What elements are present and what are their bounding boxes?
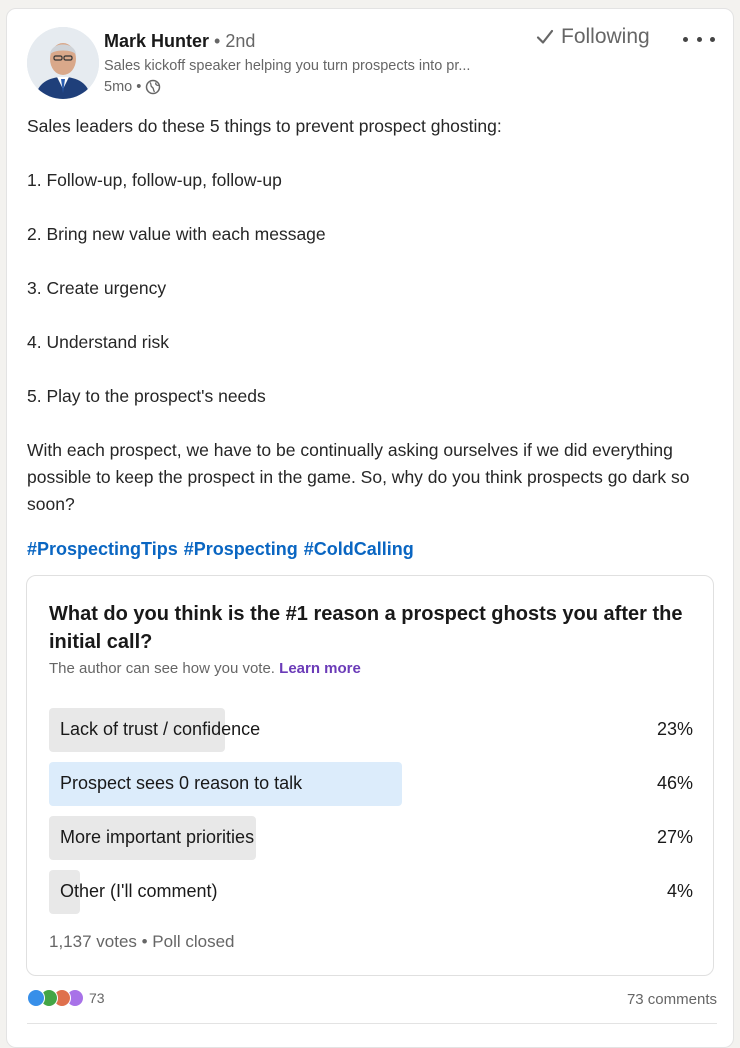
connection-degree: • 2nd: [214, 31, 256, 51]
poll-option-label: Other (I'll comment): [60, 881, 218, 901]
post-paragraph: 5. Play to the prospect's needs: [27, 386, 266, 406]
like-icon: [27, 989, 45, 1007]
comments-count-link[interactable]: 73 comments: [626, 991, 717, 1008]
check-icon: [535, 27, 555, 47]
hashtag-link[interactable]: #ColdCalling: [303, 539, 414, 559]
post-paragraph: Sales leaders do these 5 things to prevent prospect ghosting:: [27, 116, 502, 136]
post-paragraph: 3. Create urgency: [27, 278, 167, 298]
poll-option-percent: 27%: [656, 827, 693, 847]
poll-option: [49, 708, 693, 752]
author-name[interactable]: Mark Hunter: [104, 31, 210, 51]
author-headline: Sales kickoff speaker helping you turn prospects into pr...: [104, 58, 471, 74]
hashtag-link[interactable]: #ProspectingTips: [27, 539, 178, 559]
poll-option-percent: 4%: [666, 881, 693, 901]
globe-icon: [145, 79, 161, 95]
poll-note-text: The author can see how you vote.: [49, 660, 275, 677]
reaction-count: 73: [89, 990, 105, 1006]
social-counts: [27, 989, 717, 1013]
feed-post-card: [6, 8, 734, 1048]
post-time: 5mo •: [104, 79, 142, 95]
poll-option: [49, 870, 693, 914]
poll-footer: 1,137 votes • Poll closed: [49, 932, 235, 951]
poll-option-label: Prospect sees 0 reason to talk: [60, 773, 303, 793]
poll-option: [49, 762, 693, 806]
author-name-line[interactable]: [104, 31, 255, 52]
post-text: [27, 113, 717, 518]
post-paragraph: 2. Bring new value with each message: [27, 224, 326, 244]
more-options-icon[interactable]: [683, 31, 715, 47]
post-meta: [104, 79, 161, 95]
poll-option-label: More important priorities: [60, 827, 255, 847]
poll-privacy-note: [49, 660, 361, 677]
poll-option-label: Lack of trust / confidence: [60, 719, 261, 739]
avatar-photo: [27, 27, 99, 99]
hashtag-link[interactable]: #Prospecting: [183, 539, 298, 559]
author-avatar[interactable]: [27, 27, 99, 99]
following-label: Following: [561, 25, 650, 48]
following-button[interactable]: [535, 25, 650, 49]
reactions-summary[interactable]: [27, 989, 105, 1007]
poll-question: What do you think is the #1 reason a prospect ghosts you after the initial call?: [49, 603, 683, 653]
learn-more-link[interactable]: Learn more: [279, 660, 361, 677]
poll: [26, 575, 714, 976]
post-paragraph: With each prospect, we have to be continually asking ourselves if we did everything possible to keep the prospect in the game. So, why do you think prospects go dark so soon?: [27, 440, 690, 514]
poll-option-percent: 46%: [656, 773, 693, 793]
post-paragraph: 4. Understand risk: [27, 332, 170, 352]
poll-option-percent: 23%: [656, 719, 693, 739]
hashtag-list: [27, 539, 414, 560]
post-paragraph: 1. Follow-up, follow-up, follow-up: [27, 170, 282, 190]
poll-option: [49, 816, 693, 860]
